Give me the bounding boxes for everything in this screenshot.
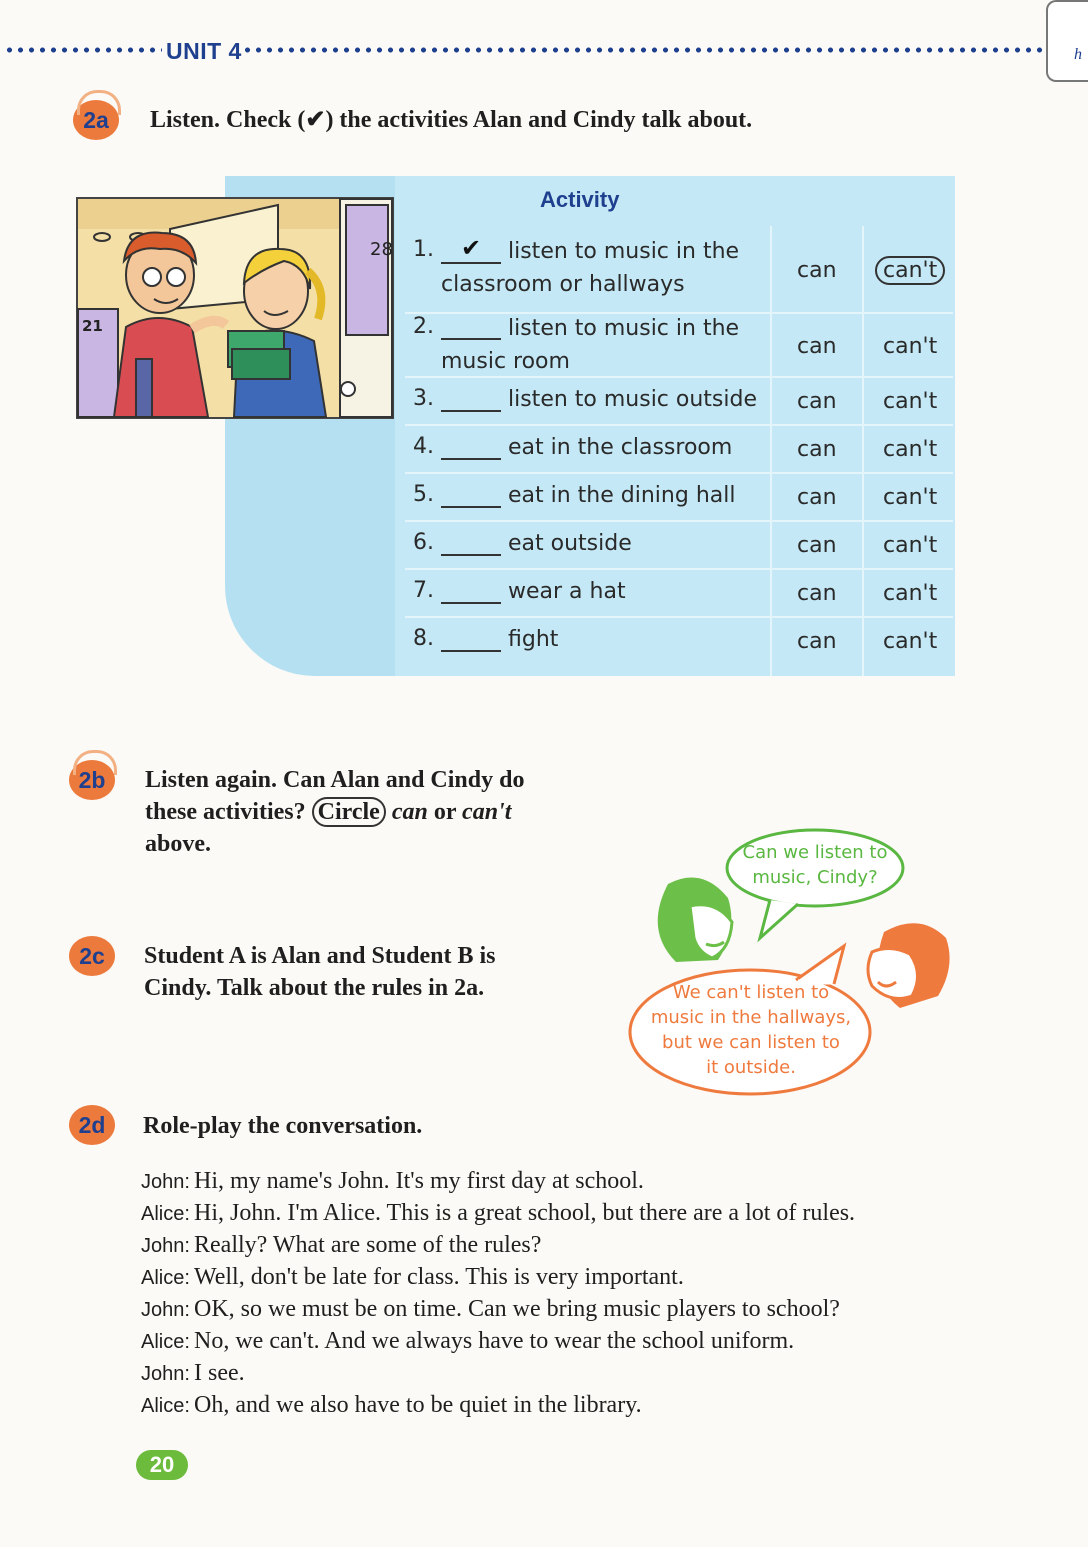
option-cant[interactable]: can't	[883, 437, 938, 462]
option-can[interactable]: can	[797, 581, 837, 606]
row-number: 8.	[413, 626, 434, 651]
row-number: 2.	[413, 314, 434, 339]
page-number: 20	[136, 1450, 188, 1480]
activity-text: eat in the dining hall	[508, 483, 736, 508]
instruction-2c-line2: Cindy. Talk about the rules in 2a.	[144, 975, 485, 1001]
answer-blank[interactable]	[441, 388, 501, 412]
dialogue-line: John: I see.	[141, 1360, 245, 1386]
option-cant[interactable]	[883, 258, 945, 283]
answer-blank[interactable]	[441, 580, 501, 604]
option-cant[interactable]: can't	[883, 629, 938, 654]
dialogue-line: John: Really? What are some of the rules?	[141, 1232, 542, 1258]
badge-2b: 2b	[69, 760, 115, 800]
instruction-2c	[144, 940, 584, 1004]
activity-text: listen to music outside	[508, 387, 758, 412]
circled-cant: can't	[875, 256, 945, 285]
table-row	[405, 226, 953, 310]
badge-2c: 2c	[69, 936, 115, 976]
activity-text: wear a hat	[508, 579, 626, 604]
instruction-2d: Role-play the conversation.	[143, 1113, 423, 1139]
dialogue-line: Alice: Oh, and we also have to be quiet in the library.	[141, 1392, 642, 1418]
corner-tab	[1046, 0, 1088, 82]
option-cant[interactable]: can't	[883, 533, 938, 558]
table-row	[405, 376, 953, 426]
option-can[interactable]: can	[797, 334, 837, 359]
badge-2a: 2a	[73, 100, 119, 140]
table-row	[405, 312, 953, 378]
door-number-21: 21	[82, 317, 103, 335]
instruction-2b	[145, 764, 605, 860]
circled-word: Circle	[312, 797, 386, 827]
activity-text: eat outside	[508, 531, 632, 556]
dialogue-line: Alice: Well, don't be late for class. This is very important.	[141, 1264, 684, 1290]
answer-blank[interactable]	[441, 532, 501, 556]
option-can[interactable]: can	[797, 258, 837, 283]
option-cant[interactable]: can't	[883, 389, 938, 414]
unit-title: UNIT 4	[166, 38, 242, 64]
option-can[interactable]: can	[797, 533, 837, 558]
answer-blank[interactable]	[441, 484, 501, 508]
badge-2d: 2d	[69, 1105, 115, 1145]
table-row	[405, 424, 953, 474]
dialogue-line: John: Hi, my name's John. It's my first day at school.	[141, 1168, 644, 1194]
corner-letter: h	[1074, 46, 1082, 63]
answer-blank[interactable]	[441, 628, 501, 652]
table-row	[405, 568, 953, 618]
answer-blank[interactable]	[441, 436, 501, 460]
instruction-2c-line1: Student A is Alan and Student B is	[144, 943, 496, 969]
option-can[interactable]: can	[797, 629, 837, 654]
instruction-2b-line1: Listen again. Can Alan and Cindy do	[145, 767, 525, 793]
row-number: 1.	[413, 237, 434, 262]
row-number: 5.	[413, 482, 434, 507]
activity-header: Activity	[540, 187, 620, 212]
orange-bubble-text: We can't listen to music in the hallways, but we can listen to it outside.	[650, 982, 852, 1078]
activity-text: listen to music in the classroom or hallways	[441, 239, 740, 297]
row-number: 7.	[413, 578, 434, 603]
header-dots-left	[4, 44, 162, 56]
activity-text: listen to music in the music room	[441, 316, 740, 374]
instruction-2a: Listen. Check (✔) the activities Alan and Cindy talk about.	[150, 107, 753, 133]
hallway-illustration	[76, 197, 394, 419]
instruction-2b-line2: these activities? Circle can or can't	[145, 799, 512, 825]
option-cant[interactable]: can't	[883, 334, 938, 359]
header-dots-right	[242, 44, 1044, 56]
option-can[interactable]: can	[797, 485, 837, 510]
table-row	[405, 520, 953, 570]
dialogue-line: Alice: No, we can't. And we always have to wear the school uniform.	[141, 1328, 795, 1354]
dialogue-line: John: OK, so we must be on time. Can we bring music players to school?	[141, 1296, 840, 1322]
option-can[interactable]: can	[797, 389, 837, 414]
option-can[interactable]: can	[797, 437, 837, 462]
table-row	[405, 472, 953, 522]
option-cant[interactable]: can't	[883, 581, 938, 606]
dialogue-line: Alice: Hi, John. I'm Alice. This is a great school, but there are a lot of rules.	[141, 1200, 856, 1226]
table-row	[405, 616, 953, 676]
door-number-28: 28	[370, 239, 393, 260]
activity-text: fight	[508, 627, 559, 652]
row-number: 6.	[413, 530, 434, 555]
row-number: 3.	[413, 386, 434, 411]
activity-text: eat in the classroom	[508, 435, 733, 460]
check-mark-icon: ✔	[461, 234, 482, 262]
instruction-2b-line3: above.	[145, 831, 211, 857]
option-cant[interactable]: can't	[883, 485, 938, 510]
green-bubble-text: Can we listen to music, Cindy?	[742, 842, 888, 888]
row-number: 4.	[413, 434, 434, 459]
